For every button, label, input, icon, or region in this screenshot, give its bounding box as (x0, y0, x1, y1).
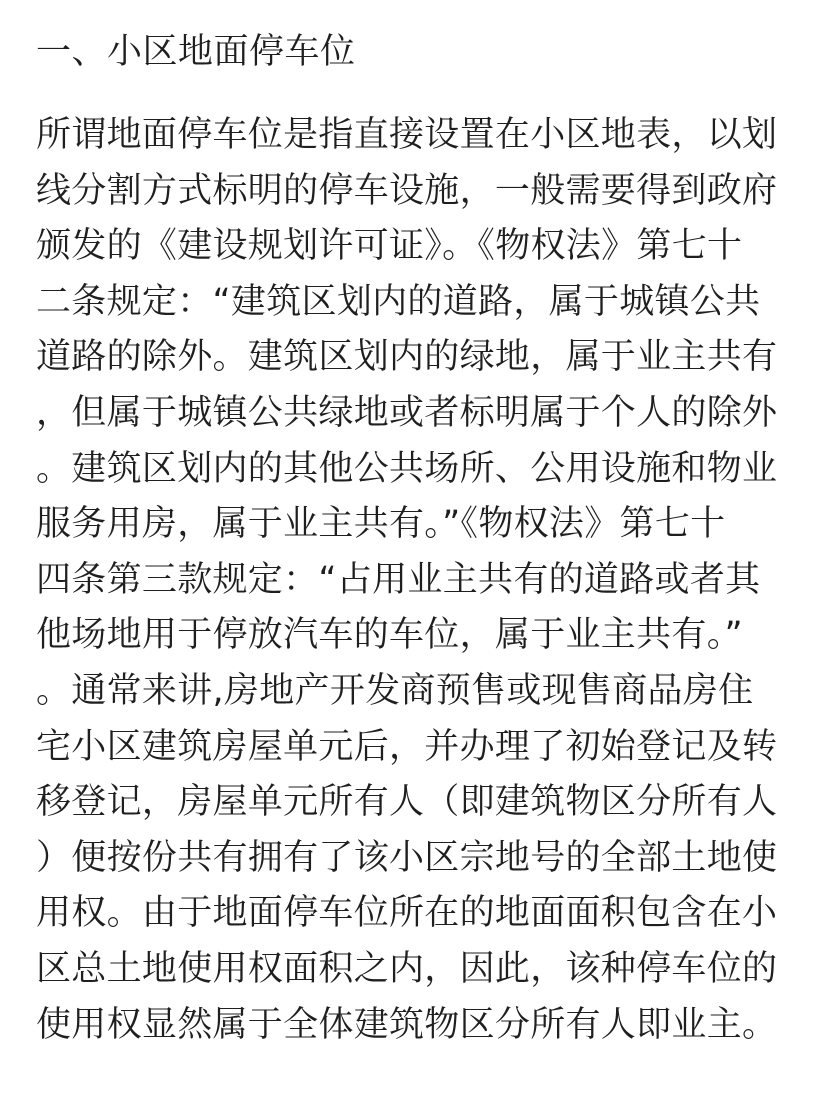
paragraph-line: ，但属于城镇公共绿地或者标明属于个人的除外 (36, 392, 778, 433)
paragraph-line: 服务用房，属于业主共有。”《物权法》第七十 (36, 504, 726, 545)
paragraph-line: 宅小区建筑房屋单元后，并办理了初始登记及转 (36, 726, 778, 767)
paragraph-line: 用权。由于地面停车位所在的地面面积包含在小 (36, 893, 778, 934)
paragraph-line: 颁发的《建设规划许可证》。《物权法》第七十 (36, 226, 743, 267)
paragraph-line: 。建筑区划内的其他公共场所、公用设施和物业 (36, 448, 778, 489)
paragraph-line: 。通常来讲,房地产开发商预售或现售商品房住 (36, 670, 754, 711)
body-paragraph (36, 108, 806, 1053)
paragraph-line: ）便按份共有拥有了该小区宗地号的全部土地使 (36, 837, 778, 878)
paragraph-line: 移登记，房屋单元所有人（即建筑物区分所有人 (36, 782, 778, 823)
paragraph-line: 区总土地使用权面积之内，因此，该种停车位的 (36, 948, 778, 989)
section-heading: 一、小区地面停车位 (36, 32, 356, 72)
paragraph-line: 使用权显然属于全体建筑物区分所有人即业主。 (36, 1004, 778, 1045)
paragraph-line: 线分割方式标明的停车设施，一般需要得到政府 (36, 170, 778, 211)
paragraph-line: 二条规定：“建筑区划内的道路，属于城镇公共 (36, 281, 761, 322)
paragraph-line: 道路的除外。建筑区划内的绿地，属于业主共有 (36, 337, 778, 378)
paragraph-line: 他场地用于停放汽车的车位，属于业主共有。” (36, 615, 743, 656)
paragraph-line: 四条第三款规定：“占用业主共有的道路或者其 (36, 559, 761, 600)
paragraph-line: 所谓地面停车位是指直接设置在小区地表，以划 (36, 115, 778, 155)
